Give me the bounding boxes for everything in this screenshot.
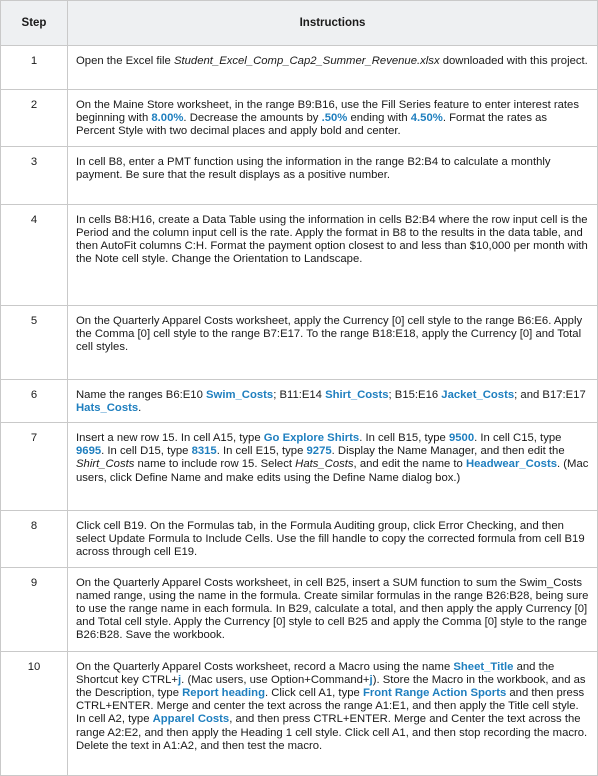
typed-value: 9500	[448, 432, 475, 445]
instructions-body	[1, 46, 598, 776]
instruction-fragment: Click cell B19. On the Formulas tab, in the Formula Auditing group, click Error Checking, and then select Update Formula to Include Cells. Use the fill handle to copy the corrected formula from cell B19 across through cell E19.	[76, 520, 585, 559]
step-number: 1	[1, 46, 68, 90]
instruction-fragment: , and edit the name to	[353, 458, 466, 471]
instruction-fragment: and then press CTRL+ENTER. Merge and center the text across the range A1:E1, and then apply the Title cell style. In cell A2, type	[76, 687, 585, 726]
step-column-header: Step	[1, 1, 68, 46]
typed-value: Hats_Costs	[76, 401, 139, 414]
typed-value: Front Range Action Sports	[362, 687, 507, 700]
instruction-fragment: . In cell B15, type	[359, 432, 449, 445]
instruction-fragment: , and then press CTRL+ENTER. Merge and Center the text across the range A2:E2, and then apply the Heading 1 cell style. Click cell A1, and then stop recording the macro. Delete the text in A1:A2, and then test the macro.	[76, 713, 588, 752]
typed-value: Go Explore Shirts	[263, 432, 360, 445]
instruction-text	[68, 423, 598, 511]
instruction-row	[1, 511, 598, 568]
typed-value: Swim_Costs	[206, 388, 274, 401]
instruction-fragment: ; and B17:E17	[514, 388, 586, 401]
instruction-row	[1, 90, 598, 147]
instruction-row	[1, 423, 598, 511]
italic-name: Student_Excel_Comp_Cap2_Summer_Revenue.xlsx	[173, 55, 440, 67]
typed-value: 9695	[76, 445, 102, 458]
typed-value: .50%	[321, 112, 348, 125]
instruction-fragment: .	[138, 401, 142, 414]
italic-name: Shirt_Costs	[76, 458, 135, 471]
typed-value: Sheet_Title	[453, 660, 514, 673]
instruction-fragment: Insert a new row 15. In cell A15, type	[76, 432, 264, 445]
step-number: 6	[1, 379, 68, 422]
typed-value: Shirt_Costs	[325, 388, 389, 401]
typed-value: Jacket_Costs	[441, 388, 515, 401]
typed-value: j	[369, 673, 373, 686]
instruction-fragment: . Click cell A1, type	[264, 687, 363, 700]
instruction-fragment: ; B11:E14	[273, 388, 326, 401]
step-number: 10	[1, 651, 68, 775]
instruction-text	[68, 651, 598, 775]
instruction-fragment: On the Quarterly Apparel Costs worksheet, in cell B25, insert a SUM function to sum the Swim_Costs named range, using the name in the formula. Create similar formulas in the range B26:B28, being sure to use the range name in each formula. In B29, calculate a total, and then apply the apply Currency [0] and Total cell style. Apply the Currency [0] style to cell B25 and apply the Comma [0] style to the range B26:B28. Save the workbook.	[76, 576, 589, 642]
instructions-column-header: Instructions	[68, 1, 598, 46]
typed-value: 4.50%	[410, 112, 443, 125]
instruction-fragment: . Format the rates as Percent Style with two decimal places and apply bold and center.	[76, 112, 548, 138]
step-number: 3	[1, 146, 68, 204]
instruction-fragment: In cell B8, enter a PMT function using the information in the range B2:B4 to calculate a monthly payment. Be sure that the result displays as a positive number.	[76, 155, 551, 181]
instruction-text	[68, 379, 598, 422]
instruction-fragment: . (Mac users, use Option+Command+	[181, 673, 370, 686]
instruction-text	[68, 90, 598, 147]
instruction-fragment: . In cell D15, type	[101, 445, 192, 458]
typed-value: Headwear_Costs	[465, 458, 558, 471]
typed-value: 8315	[191, 445, 217, 458]
instruction-fragment: . Display the Name Manager, and then edit the	[331, 445, 565, 458]
instruction-text	[68, 567, 598, 651]
typed-value: 9275	[306, 445, 332, 458]
instruction-text	[68, 511, 598, 568]
instruction-fragment: and the Shortcut key CTRL+	[76, 660, 555, 686]
instruction-row	[1, 146, 598, 204]
typed-value: 8.00%	[151, 112, 184, 125]
instruction-fragment: ; B15:E16	[388, 388, 442, 401]
instruction-row	[1, 46, 598, 90]
instruction-fragment: Name the ranges B6:E10	[76, 388, 206, 401]
instruction-fragment: On the Quarterly Apparel Costs worksheet, record a Macro using the name	[76, 660, 454, 673]
instruction-row	[1, 651, 598, 775]
instruction-fragment: . In cell C15, type	[474, 432, 562, 445]
step-number: 5	[1, 305, 68, 379]
instruction-text	[68, 46, 598, 90]
instruction-fragment: . Decrease the amounts by	[183, 112, 322, 125]
step-number: 7	[1, 423, 68, 511]
typed-value: Apparel Costs	[152, 713, 230, 726]
instruction-fragment: Open the Excel file	[76, 55, 174, 67]
typed-value: j	[178, 673, 182, 686]
step-number: 2	[1, 90, 68, 147]
instruction-fragment: On the Maine Store worksheet, in the range B9:B16, use the Fill Series feature to enter interest rates beginning with	[76, 99, 579, 125]
instruction-text	[68, 146, 598, 204]
instruction-fragment: . In cell E15, type	[216, 445, 307, 458]
instruction-fragment: downloaded with this project.	[439, 55, 588, 67]
instruction-fragment: . (Mac users, click Define Name and make edits using the Define Name dialog box.)	[76, 458, 589, 484]
instruction-row	[1, 567, 598, 651]
instruction-fragment: ). Store the Macro in the workbook, and as the Description, type	[76, 673, 586, 700]
typed-value: Report heading	[182, 687, 265, 700]
instruction-fragment: In cells B8:H16, create a Data Table using the information in cells B2:B4 where the row input cell is the Period and the column input cell is the rate. Apply the format in B8 to the results in the data table, and then AutoFit columns C:H. Format the payment option closest to and less than $10,000 per month with the Note cell style. Change the Orientation to Landscape.	[76, 213, 588, 266]
instruction-fragment: ending with	[347, 112, 411, 125]
header-row	[1, 1, 598, 46]
instruction-text	[68, 204, 598, 305]
instruction-row	[1, 379, 598, 422]
instruction-text	[68, 305, 598, 379]
step-number: 9	[1, 567, 68, 651]
instruction-row	[1, 204, 598, 305]
step-number: 8	[1, 511, 68, 568]
instruction-fragment: name to include row 15. Select	[134, 458, 296, 471]
italic-name: Hats_Costs	[295, 458, 354, 471]
instruction-row	[1, 305, 598, 379]
instruction-fragment: On the Quarterly Apparel Costs worksheet, apply the Currency [0] cell style to the range B6:E6. Apply the Comma [0] cell style to the range B7:E17. To the range B18:E18, apply the Currency [0] and Total cell styles.	[76, 314, 583, 354]
step-number: 4	[1, 204, 68, 305]
